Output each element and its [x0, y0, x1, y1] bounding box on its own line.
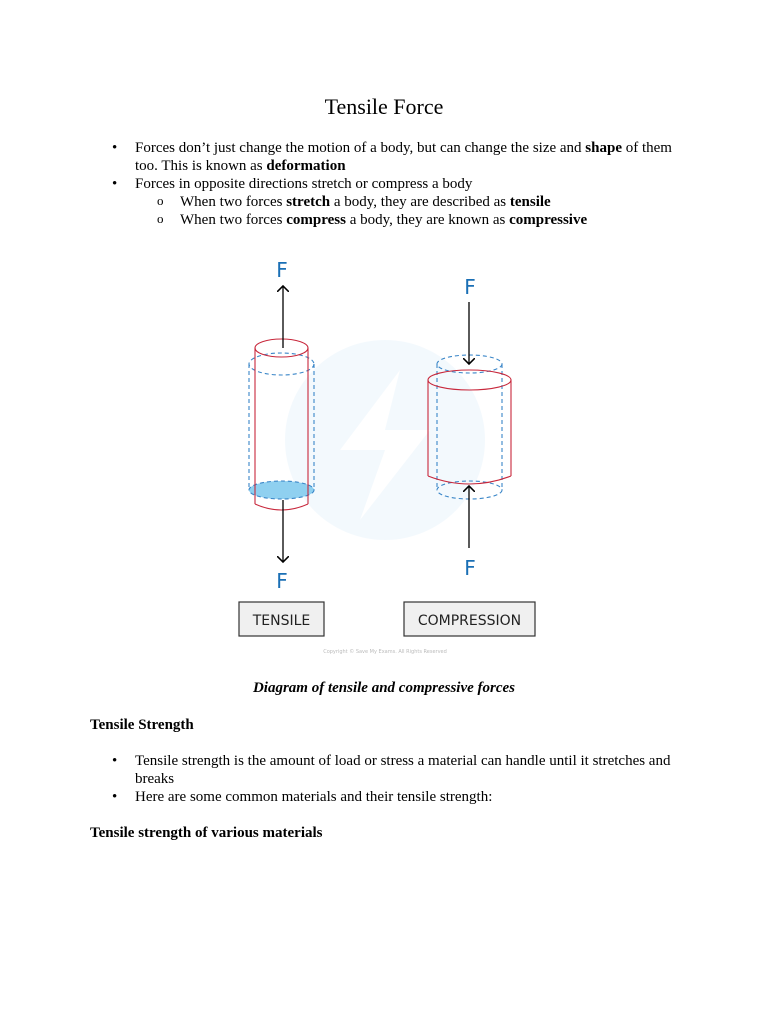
section-heading-materials: Tensile strength of various materials: [90, 825, 323, 841]
tensile-label: TENSILE: [252, 613, 311, 629]
force-label: F: [464, 556, 476, 580]
copyright-notice: Copyright © Save My Exams. All Rights Reserved: [323, 649, 447, 655]
section-heading-tensile-strength: Tensile Strength: [90, 717, 194, 733]
sub-list-item: o When two forces compress a body, they are known as compressive: [157, 211, 588, 228]
list-item: • Forces don’t just change the motion of a body, but can change the size and shape of them too. This is known as deformation: [112, 140, 672, 174]
tensile-base-fill: [249, 481, 314, 499]
force-label: F: [464, 275, 476, 299]
compression-label: COMPRESSION: [417, 613, 522, 629]
bullet-marker: •: [112, 176, 118, 192]
sub-bullet-marker: o: [157, 193, 164, 208]
sub-list-item: o When two forces stretch a body, they are described as tensile: [157, 193, 551, 210]
intro-bullet-list: [90, 139, 690, 229]
tensile-compression-diagram: [226, 252, 546, 662]
bullet-marker: •: [112, 789, 118, 805]
sub-bullet-marker: o: [157, 211, 164, 226]
watermark-logo: [285, 340, 485, 540]
list-item: • Tensile strength is the amount of load or stress a material can handle until it stretches and breaks: [112, 753, 671, 787]
page-title: Tensile Force: [324, 94, 444, 119]
figure-caption: Diagram of tensile and compressive forces: [252, 680, 516, 696]
strength-bullet-list: [90, 752, 690, 806]
list-item: • Forces in opposite directions stretch or compress a body o When two forces stretch a body, they are described as tensile o When two forces compress a body, they are known as compressive: [90, 175, 690, 229]
bullet-marker: •: [112, 753, 118, 769]
force-label: F: [276, 569, 288, 593]
force-label: F: [276, 258, 288, 282]
bullet-marker: •: [112, 140, 118, 156]
list-item: • Here are some common materials and their tensile strength:: [112, 789, 493, 805]
sub-bullet-list: [90, 193, 690, 229]
